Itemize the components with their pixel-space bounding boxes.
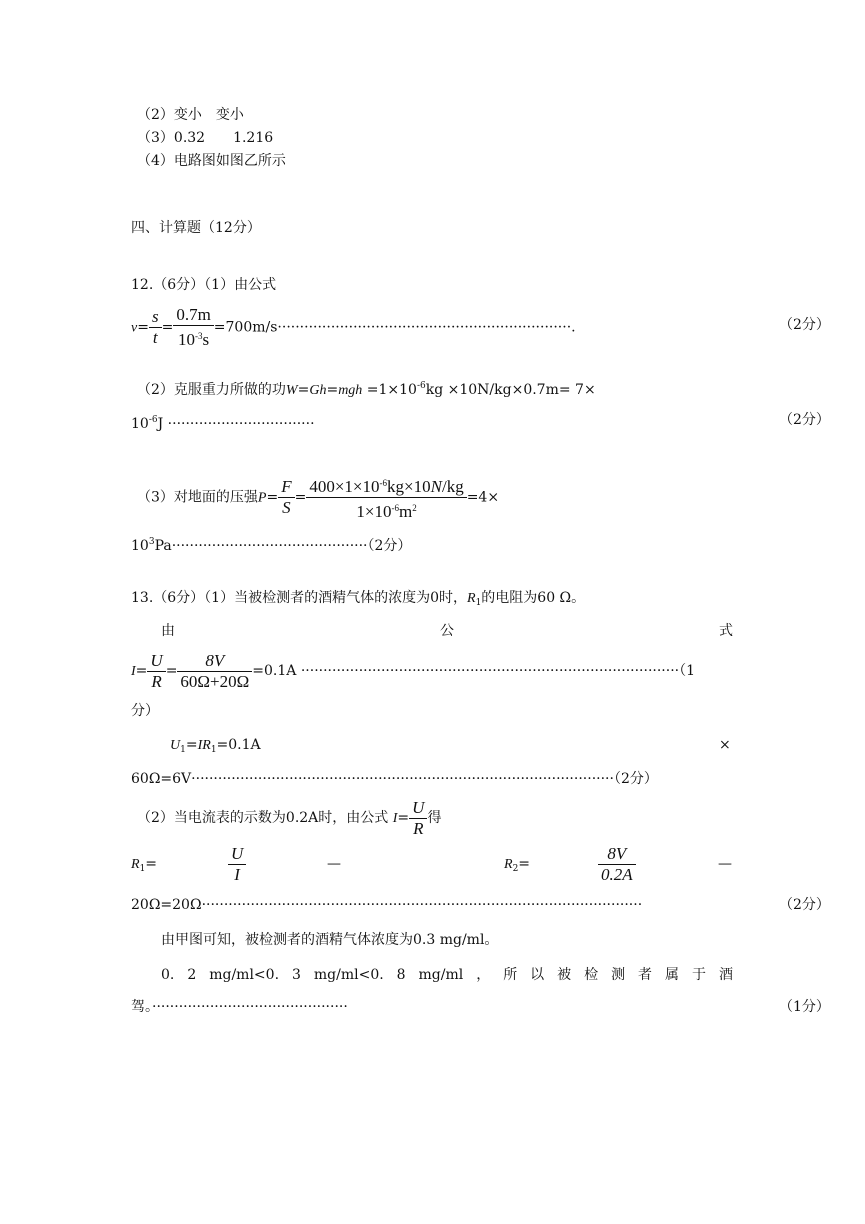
- fraction-current: $\frac{8V}{60\Omega+20\Omega}$: [177, 652, 252, 691]
- q13-times: ×: [719, 737, 731, 753]
- fraction-pressure: $\frac{400\times 1\times 10^{-6}kg\times 10N/kg}{1\times 10^{-6}m^2}$: [306, 474, 466, 521]
- answer-4: （4）电路图如图乙所示: [137, 153, 286, 169]
- q13-r1-label: $R_1=$: [131, 856, 158, 874]
- q13-conclusion-3: 驾。············································: [131, 999, 348, 1015]
- q13-r1-fraction: $\frac{U}{I}$: [228, 844, 246, 884]
- q13-current-line: I= $\frac{U}{R}$ = $\frac{8V}{60\Omega+20\Omega}$ =0.1A ·····················································································（1: [131, 650, 696, 691]
- q12-formula-1: v= $\frac{s}{t}$ = $\frac{0.7m}{10^{-3}s}$ =700m/s··································································.: [131, 305, 576, 349]
- q12-pressure-line-2: $10^3Pa\cdot\cdot\cdot\cdot\cdot\cdot\cdot\cdot\cdot\cdot\cdot\cdot\cdot\cdot\cdot\cdot\cdot\cdot\cdot\cdot\cdot\cdot\cdot\cdot\cdot\cdot\cdot\cdot\cdot\cdot\cdot\cdot\cdot\cdot\cdot\cdot\cdot\cdot\cdot\cdot\cdot\cdot\cdot\cdot(2$分）: [131, 537, 412, 554]
- q13-dash-1: —: [327, 856, 341, 872]
- q13-score-1: （1分）: [779, 999, 830, 1015]
- q13-conclusion-1: 由甲图可知，被检测者的酒精气体浓度为0.3 mg/ml。: [161, 932, 499, 948]
- q12-work-line: （2）克服重力所做的功$W=Gh=mgh =1\times 10^{-6}kg \times 10N/kg\times 0.7m= 7\times$: [137, 381, 596, 398]
- q13-r2-label: $R_2=$: [504, 856, 531, 874]
- q12-work-line-2: $10^{-6}J$ ·································: [131, 415, 315, 432]
- q12-head: 12.（6分）（1）由公式: [131, 277, 277, 293]
- q13-r2-fraction: $\frac{8V}{0.2A}$: [598, 844, 636, 884]
- fraction-s-t: $\frac{s}{t}$: [149, 308, 162, 347]
- q12-score-1: （2分）: [779, 317, 830, 333]
- q12-pressure-line: （3）对地面的压强P= $\frac{F}{S}$ = $\frac{400\times 1\times 10^{-6}kg\times 10N/kg}{1\times 10^{-6}m^2}$ =4×: [137, 474, 499, 521]
- q13-part2-line: （2）当电流表的示数为0.2A时，由公式 I= $\frac{U}{R}$ 得: [137, 797, 442, 838]
- q13-score-20: （2分）: [779, 897, 830, 913]
- q13-head: 13.（6分）（1）当被检测者的酒精气体的浓度为0时，$R_1$的电阻为60 Ω。: [131, 590, 586, 608]
- q13-20-line: 20Ω=20Ω···································································································: [131, 897, 643, 913]
- q13-dash-2: —: [718, 856, 732, 872]
- fraction-f-s: $\frac{F}{S}$: [278, 478, 294, 517]
- q13-60-line: 60Ω=6V·······························································································（2分）: [131, 771, 658, 787]
- q13-fen: 分）: [131, 703, 159, 719]
- section-title: 四、计算题（12分）: [131, 220, 261, 236]
- fraction-u-r-2: $\frac{U}{R}$: [409, 799, 427, 838]
- q12-score-2: （2分）: [779, 412, 830, 428]
- q13-by-formula-line: 由 公 式: [161, 623, 733, 639]
- fraction-u-r: $\frac{U}{R}$: [147, 652, 165, 691]
- q13-u1-line: $U_1=IR_1=0.1A$: [170, 737, 261, 755]
- answer-2: （2）变小 变小: [137, 107, 244, 123]
- fraction-distance-time: $\frac{0.7m}{10^{-3}s}$: [173, 306, 213, 349]
- q13-conclusion-2: 0. 2 mg/ml<0. 3 mg/ml<0. 8 mg/ml ， 所 以 被 检 测 者 属 于 酒: [161, 967, 733, 983]
- answer-3: （3）0.32 1.216: [137, 130, 274, 146]
